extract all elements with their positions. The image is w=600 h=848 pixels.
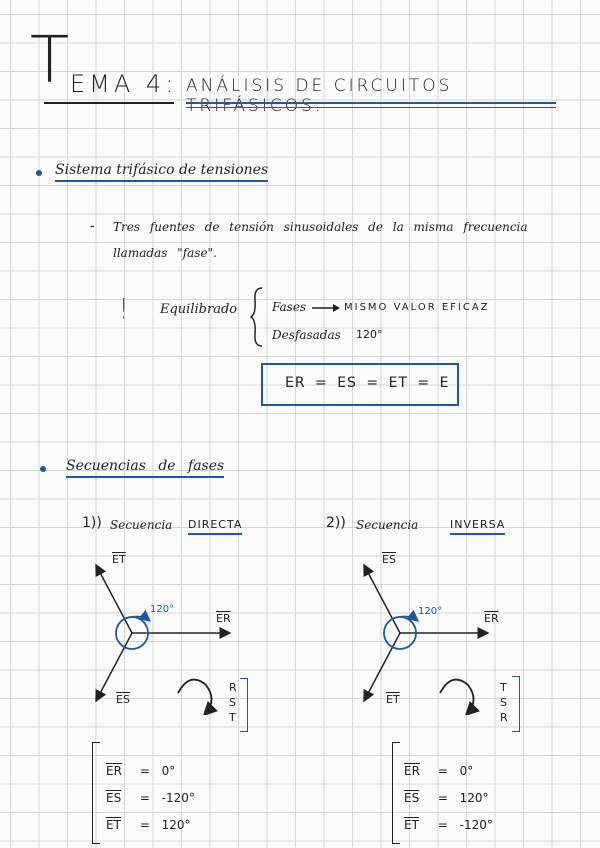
diagram2-order-bracket — [512, 676, 520, 732]
diagram2-angle: 120° — [418, 606, 443, 617]
list1-row-0 — [106, 758, 195, 785]
arrow-right-icon — [312, 302, 340, 314]
seq1-kind: DIRECTA — [188, 518, 242, 535]
desfasadas-value: 120° — [356, 328, 383, 341]
list2-sep-2: = — [437, 818, 448, 832]
phasor-2-up — [364, 565, 400, 633]
list2-sep-1: = — [437, 791, 448, 805]
brace-icon — [250, 286, 264, 348]
rotation-2-arc — [440, 680, 474, 715]
list2-value-0: 0° — [459, 764, 474, 778]
list1-value-0: 0° — [161, 764, 176, 778]
list1-row-1 — [106, 785, 195, 812]
list2-name-0: $\overline{ER}$ — [404, 764, 420, 778]
diagram1-vec-up: $\overline{ET}$ — [112, 553, 126, 566]
list2-bracket — [392, 742, 400, 844]
bullet-1 — [36, 170, 42, 176]
diagram2-order-2: R — [500, 711, 508, 724]
diagram1-order-1: S — [229, 696, 236, 709]
title-underline — [186, 102, 556, 104]
list2-sep-0: = — [437, 764, 448, 778]
list2 — [404, 758, 493, 839]
diagram1-order-2: T — [229, 711, 236, 724]
diagram2-order-0: T — [500, 681, 507, 694]
phasor-1-down — [96, 633, 132, 701]
seq2-number — [326, 515, 346, 531]
list1-value-1: -120° — [161, 791, 195, 805]
desfasadas-label: Desfasadas — [272, 328, 341, 342]
section1-line2: llamadas "fase". — [113, 246, 217, 260]
list2-value-2: -120° — [459, 818, 493, 832]
seq2-kind: INVERSA — [450, 518, 505, 535]
equilibrado-label: Equilibrado — [160, 302, 238, 317]
phasor-2-down — [364, 633, 400, 701]
diagram1-order-0: R — [229, 681, 237, 694]
list2-row-2 — [404, 812, 493, 839]
section1-heading: Sistema trifásico de tensiones — [55, 162, 268, 182]
diagram2-order-1: S — [500, 696, 507, 709]
list2-row-1 — [404, 785, 493, 812]
seq2-num: 2)) — [326, 515, 346, 531]
fases-value: MISMO VALOR EFICAZ — [344, 302, 490, 313]
list1-row-2 — [106, 812, 195, 839]
list1-name-1: $\overline{ES}$ — [106, 791, 122, 805]
title-underline-2 — [186, 107, 556, 108]
diagram1-vec-right: $\overline{ER}$ — [216, 612, 231, 625]
list1-sep-1: = — [139, 791, 150, 805]
diagram1-order-bracket — [240, 678, 248, 732]
list1-sep-2: = — [139, 818, 150, 832]
list2-row-0 — [404, 758, 493, 785]
diagram1-vec-down: $\overline{ES}$ — [116, 693, 130, 706]
formula-text: ER = ES = ET = E — [285, 375, 450, 391]
title-rest: ANÁLISIS DE CIRCUITOS TRIFÁSICOS. — [186, 76, 453, 116]
list1-sep-0: = — [139, 764, 150, 778]
list1-value-2: 120° — [161, 818, 191, 832]
page-title — [30, 24, 570, 116]
list2-name-1: $\overline{ES}$ — [404, 791, 420, 805]
seq2-label: Secuencia — [356, 518, 419, 532]
section2-heading: Secuencias de fases — [66, 458, 224, 478]
diagram2-vec-up: $\overline{ES}$ — [382, 553, 396, 566]
list2-name-2: $\overline{ET}$ — [404, 818, 419, 832]
list1-name-0: $\overline{ER}$ — [106, 764, 122, 778]
warning-exclaim-icon: ! — [118, 292, 130, 325]
fases-label: Fases — [272, 300, 307, 314]
list1-bracket — [92, 742, 100, 844]
list1-name-2: $\overline{ET}$ — [106, 818, 121, 832]
diagram1-order — [229, 680, 237, 725]
section1-line1: Tres fuentes de tensión sinusoidales de la misma frecuencia — [113, 220, 528, 234]
title-ema: EMA 4: — [70, 70, 178, 98]
list1 — [106, 758, 195, 839]
seq1-number — [82, 515, 102, 531]
diagram1-angle: 120° — [150, 604, 175, 615]
rotation-1-arc — [178, 680, 212, 715]
bullet-2 — [40, 466, 46, 472]
section1-dash: - — [90, 218, 95, 234]
seq1-num: 1)) — [82, 515, 102, 531]
title-t-underline — [44, 102, 174, 104]
diagram2-order — [500, 680, 508, 725]
diagram2-vec-down: $\overline{ET}$ — [386, 693, 400, 706]
list2-value-1: 120° — [459, 791, 489, 805]
phasor-1-up — [96, 565, 132, 633]
seq1-label: Secuencia — [110, 518, 173, 532]
title-big-t: T — [30, 24, 70, 98]
diagram2-vec-right: $\overline{ER}$ — [484, 612, 499, 625]
